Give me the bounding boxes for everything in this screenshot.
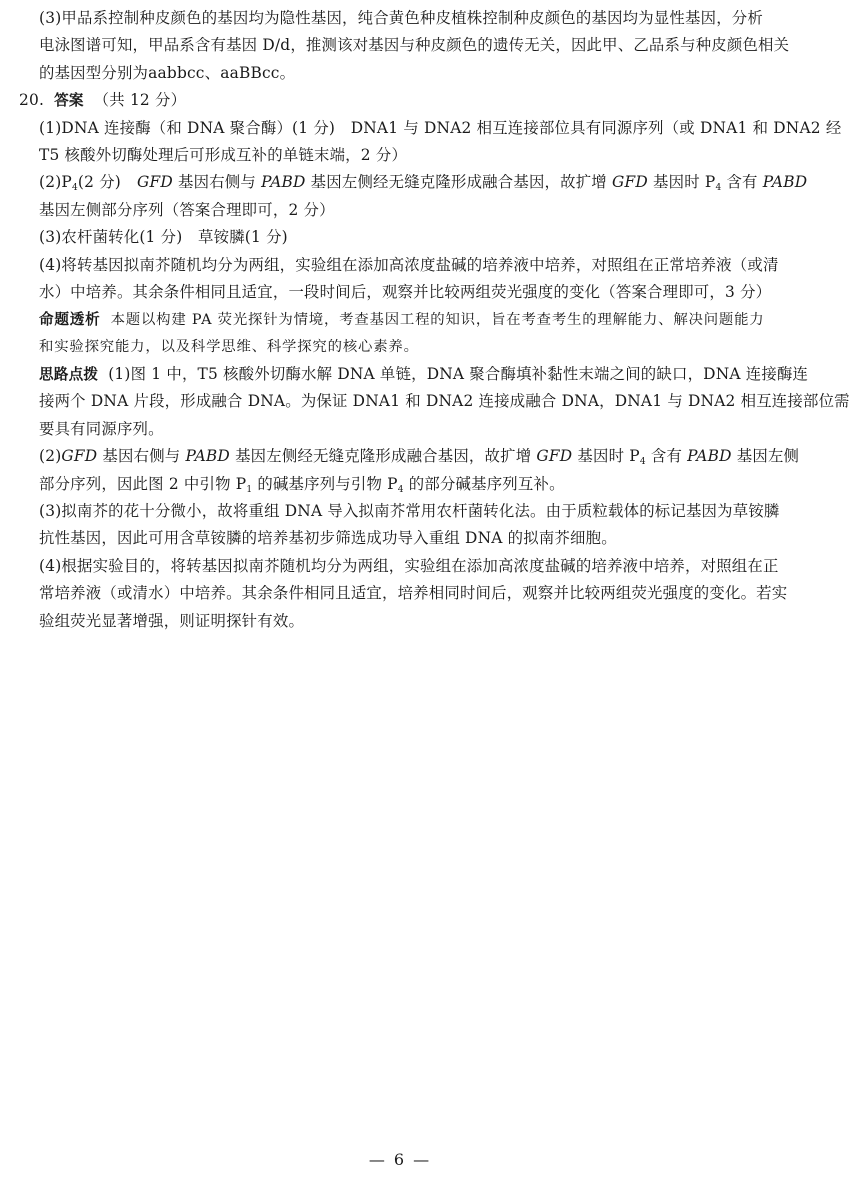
- gene-name: GFD: [137, 173, 173, 192]
- idea-4-line: 常培养液（或清水）中培养。其余条件相同且适宜，培养相同时间后，观察并比较两组荧光强度的变化。若实: [39, 584, 788, 603]
- answer-3-line: (3)农杆菌转化(1 分) 草铵膦(1 分): [39, 228, 288, 247]
- q20-score: （共 12 分）: [93, 91, 187, 110]
- idea-3-line: 抗性基因，因此可用含草铵膦的培养基初步筛选成功导入重组 DNA 的拟南芥细胞。: [39, 529, 617, 548]
- q20-number: 20.: [19, 91, 45, 110]
- answer-2-line: 基因左侧部分序列（答案合理即可，2 分）: [39, 200, 335, 219]
- gene-name: PABD: [185, 447, 230, 466]
- gene-name: PABD: [261, 173, 306, 192]
- q19-part3-line: 的基因型分别为aabbcc、aaBBcc。: [39, 63, 296, 82]
- idea-1-line: 要具有同源序列。: [39, 419, 164, 438]
- document-page: [19, 5, 850, 635]
- gene-name: PABD: [762, 173, 808, 192]
- gene-name: GFD: [536, 447, 573, 466]
- answer-2-line: $(2)P_4(2$ 分) GFD 基因右侧与 PABD 基因左侧经无缝克隆形成融合基因，故扩增 GFD 基因时 $P_4$ 含有 PABD: [39, 173, 808, 194]
- page-number: — 6 —: [368, 1150, 432, 1169]
- idea-2-line: (2)GFD 基因右侧与 PABD 基因左侧经无缝克隆形成融合基因，故扩增 GFD 基因时 $P_4$ 含有 PABD 基因左侧: [39, 447, 800, 468]
- answer-1-line: (1)DNA 连接酶（和 DNA 聚合酶）(1 分) DNA1 与 DNA2 相互连接部位具有同源序列（或 DNA1 和 DNA2 经: [39, 118, 842, 137]
- answer-4-line: (4)将转基因拟南芥随机均分为两组，实验组在添加高浓度盐碱的培养液中培养，对照组在正常培养液（或清: [39, 255, 779, 274]
- gene-name: GFD: [61, 447, 98, 466]
- analysis-line: 命题透析 本题以构建 PA 荧光探针为情境，考查基因工程的知识，旨在考查考生的理解能力、解决问题能力: [39, 311, 765, 329]
- idea-3-line: (3)拟南芥的花十分微小，故将重组 DNA 导入拟南芥常用农杆菌转化法。由于质粒载体的标记基因为草铵膦: [39, 502, 780, 521]
- analysis-line: 和实验探究能力，以及科学思维、科学探究的核心素养。: [39, 338, 419, 355]
- q20-header: [19, 87, 787, 114]
- idea-1-line: 思路点拨 (1)图 1 中，T5 核酸外切酶水解 DNA 单链，DNA 聚合酶填补黏性末端之间的缺口，DNA 连接酶连: [39, 365, 809, 384]
- idea-label: 思路点拨: [39, 366, 99, 384]
- gene-name: GFD: [612, 173, 648, 192]
- analysis-label: 命题透析: [39, 311, 101, 329]
- idea-4-line: (4)根据实验目的，将转基因拟南芥随机均分为两组，实验组在添加高浓度盐碱的培养液中培养，对照组在正: [39, 556, 779, 575]
- q19-part3-line: (3)甲品系控制种皮颜色的基因均为隐性基因，纯合黄色种皮植株控制种皮颜色的基因均为显性基因，分析: [39, 9, 763, 27]
- answer-4-line: 水）中培养。其余条件相同且适宜，一段时间后，观察并比较两组荧光强度的变化（答案合理即可，3 分）: [39, 282, 772, 301]
- gene-name: PABD: [687, 447, 732, 466]
- answer-label: 答案: [54, 92, 84, 110]
- idea-1-line: 接两个 DNA 片段，形成融合 DNA。为保证 DNA1 和 DNA2 连接成融合 DNA，DNA1 与 DNA2 相互连接部位需: [39, 392, 850, 411]
- idea-2-line: 部分序列，因此图 2 中引物 $P_1$ 的碱基序列与引物 $P_4$ 的部分碱基序列互补。: [39, 474, 565, 495]
- idea-4-line: 验组荧光显著增强，则证明探针有效。: [39, 611, 305, 630]
- q19-part3-line: 电泳图谱可知，甲品系含有基因 D/d，推测该对基因与种皮颜色的遗传无关，因此甲、乙品系与种皮颜色相关: [39, 36, 790, 55]
- answer-1-line: T5 核酸外切酶处理后可形成互补的单链末端，2 分）: [39, 145, 408, 164]
